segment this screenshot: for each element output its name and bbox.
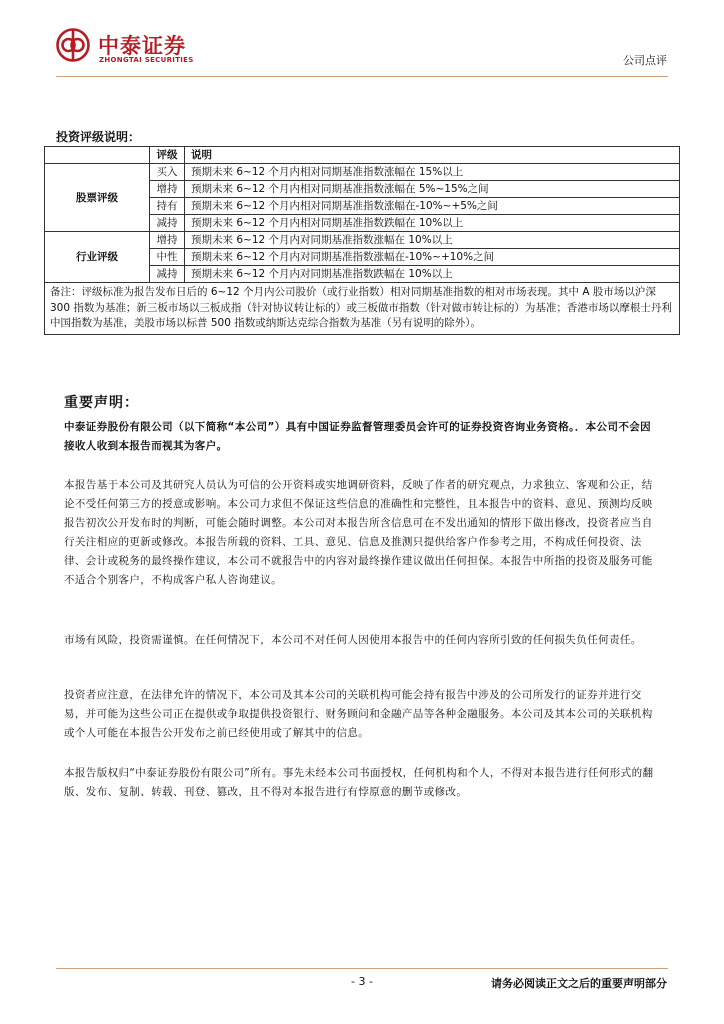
disclaimer-title: 重要声明： xyxy=(64,395,139,411)
rating-table xyxy=(44,146,680,335)
table-row xyxy=(45,164,680,181)
zhongtai-logo-icon xyxy=(56,28,90,62)
disclaimer-paragraph-research: 本报告基于本公司及其研究人员认为可信的公开资料或实地调研资料，反映了作者的研究观点，力求独立、客观和公正，结论不受任何第三方的授意或影响。本公司力求但不保证这些信息的准确性和完整性，且本报告中的资料、意见、预测均反映报告初次公开发布时的判断，可能会随时调整。本公司对本报告所含信息可在不发出通知的情形下做出修改，投资者应当自行关注相应的更新或修改。本报告所载的资料、工具、意见、信息及推测只提供给客户作参考之用，不构成任何投资、法律、会计或税务的最终操作建议，本公司不就报告中的内容对最终操作建议做出任何担保。本报告中所指的投资及服务可能不适合个别客户，不构成客户私人咨询建议。 xyxy=(64,479,653,586)
rating-section-title: 投资评级说明： xyxy=(56,130,141,144)
table-row xyxy=(45,232,680,249)
rating-level: 减持 xyxy=(150,215,185,232)
rating-description: 预期未来 6~12 个月内相对同期基准指数跌幅在 10%以上 xyxy=(185,215,680,232)
document-type: 公司点评 xyxy=(623,54,667,67)
disclaimer-paragraph-risk: 市场有风险，投资需谨慎。在任何情况下，本公司不对任何人因使用本报告中的任何内容所引致的任何损失负任何责任。 xyxy=(64,634,642,646)
column-header-level: 评级 xyxy=(150,147,185,164)
rating-description: 预期未来 6~12 个月内对同期基准指数涨幅在 10%以上 xyxy=(185,232,680,249)
disclaimer-paragraph-qualification: 中泰证券股份有限公司（以下简称“本公司”）具有中国证券监督管理委员会许可的证券投资咨询业务资格。．本公司不会因接收人收到本报告而视其为客户。 xyxy=(64,421,652,452)
industry-rating-label: 行业评级 xyxy=(45,232,150,283)
rating-description: 预期未来 6~12 个月内相对同期基准指数涨幅在-10%~+5%之间 xyxy=(185,198,680,215)
brand-name-en: ZHONGTAI SECURITIES xyxy=(99,56,194,64)
rating-level: 减持 xyxy=(150,266,185,283)
disclaimer-paragraph-copyright: 本报告版权归“中泰证券股份有限公司”所有。事先未经本公司书面授权，任何机构和个人，不得对本报告进行任何形式的翻版、发布、复制、转载、刊登、篡改，且不得对本报告进行有悖原意的删节或修改。 xyxy=(64,767,654,798)
rating-level: 增持 xyxy=(150,232,185,249)
rating-description: 预期未来 6~12 个月内对同期基准指数涨幅在-10%~+10%之间 xyxy=(185,249,680,266)
page-number: - 3 - xyxy=(351,975,373,988)
rating-level: 买入 xyxy=(150,164,185,181)
rating-level: 增持 xyxy=(150,181,185,198)
rating-description: 预期未来 6~12 个月内对同期基准指数跌幅在 10%以上 xyxy=(185,266,680,283)
rating-description: 预期未来 6~12 个月内相对同期基准指数涨幅在 15%以上 xyxy=(185,164,680,181)
stock-rating-label: 股票评级 xyxy=(45,164,150,232)
rating-level: 持有 xyxy=(150,198,185,215)
page-header xyxy=(0,0,724,80)
rating-level: 中性 xyxy=(150,249,185,266)
brand-name-cn: 中泰证券 xyxy=(98,34,186,58)
table-header-row xyxy=(45,147,680,164)
disclaimer-paragraph-conflict: 投资者应注意，在法律允许的情况下，本公司及其本公司的关联机构可能会持有报告中涉及的公司所发行的证券并进行交易，并可能为这些公司正在提供或争取提供投资银行、财务顾问和金融产品等各种金融服务。本公司及其本公司的关联机构或个人可能在本报告公开发布之前已经使用或了解其中的信息。 xyxy=(64,689,653,739)
header-divider xyxy=(56,76,668,77)
column-header-desc: 说明 xyxy=(185,147,680,164)
footer-note: 请务必阅读正文之后的重要声明部分 xyxy=(491,977,667,990)
rating-description: 预期未来 6~12 个月内相对同期基准指数涨幅在 5%~15%之间 xyxy=(185,181,680,198)
rating-note: 备注：评级标准为报告发布日后的 6~12 个月内公司股价（或行业指数）相对同期基准指数的相对市场表现。其中 A 股市场以沪深 300 指数为基准；新三板市场以三板成指（针对协议转让标的）或三板做市指数（针对做市转让标的）为基准；香港市场以摩根士丹利中国指数为基准，美股市场以标普 500 指数或纳斯达克综合指数为基准（另有说明的除外）。 xyxy=(45,283,680,335)
footer-divider xyxy=(56,968,668,969)
table-note-row xyxy=(45,283,680,335)
